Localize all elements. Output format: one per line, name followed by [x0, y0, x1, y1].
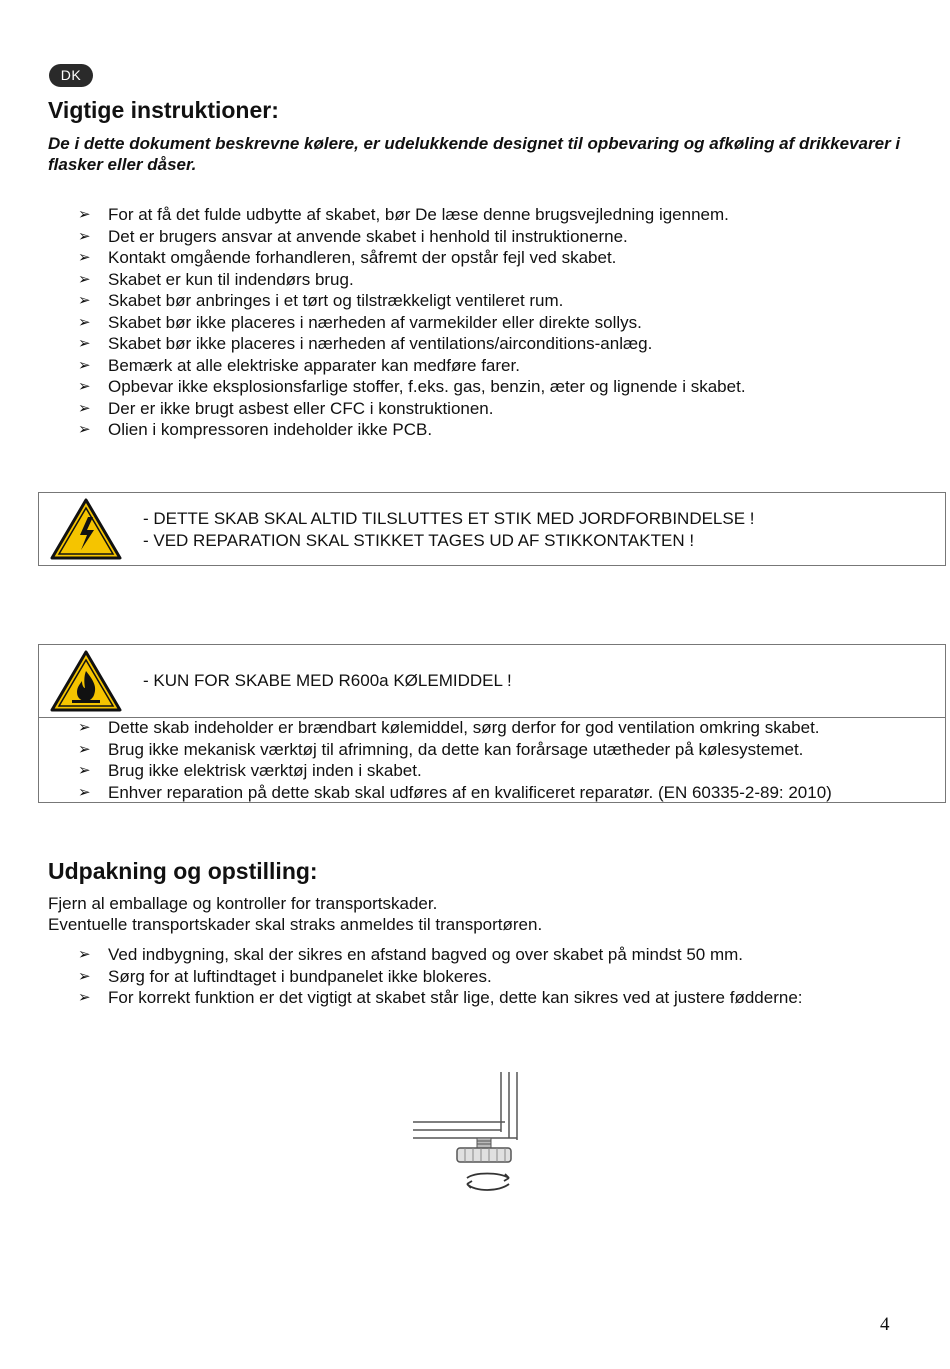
- instructions-list: [78, 204, 746, 441]
- list-item: ➢ Enhver reparation på dette skab skal udføres af en kvalificeret reparatør. (EN 60335-2-89: 2010): [78, 782, 832, 802]
- arrow-bullet-icon: ➢: [78, 378, 91, 395]
- section-title-instructions: Vigtige instruktioner:: [48, 97, 279, 123]
- arrow-bullet-icon: ➢: [78, 335, 91, 352]
- list-item: ➢ Skabet er kun til indendørs brug.: [78, 269, 354, 289]
- arrow-bullet-icon: ➢: [78, 206, 91, 223]
- arrow-bullet-icon: ➢: [78, 762, 91, 779]
- page-number: 4: [880, 1314, 890, 1335]
- arrow-bullet-icon: ➢: [78, 719, 91, 736]
- flammable-warning-list: [78, 717, 832, 803]
- arrow-bullet-icon: ➢: [78, 227, 91, 245]
- unpacking-list: [78, 944, 803, 1009]
- arrow-bullet-icon: ➢: [78, 399, 91, 417]
- list-item: ➢ For korrekt funktion er det vigtigt at skabet står lige, dette kan sikres ved at justere fødderne:: [78, 988, 803, 1007]
- list-item: ➢ Sørg for at luftindtaget i bundpanelet ikke blokeres.: [78, 966, 492, 986]
- list-item: ➢ Der er ikke brugt asbest eller CFC i konstruktionen.: [78, 398, 494, 418]
- list-item: ➢ Kontakt omgående forhandleren, såfremt der opstår fejl ved skabet.: [78, 248, 617, 267]
- flammable-warning-row: [39, 645, 945, 717]
- arrow-bullet-icon: ➢: [78, 967, 91, 985]
- flammable-warning-heading: - KUN FOR SKABE MED R600a KØLEMIDDEL !: [143, 671, 512, 690]
- arrow-bullet-icon: ➢: [78, 989, 91, 1006]
- unpacking-line-1: Fjern al emballage og kontroller for transportskader.: [48, 894, 438, 913]
- arrow-bullet-icon: ➢: [78, 740, 91, 758]
- list-item: ➢ Ved indbygning, skal der sikres en afstand bagved og over skabet på mindst 50 mm.: [78, 945, 744, 964]
- adjustable-foot-illustration: [405, 1070, 535, 1210]
- list-item: ➢ Bemærk at alle elektriske apparater kan medføre farer.: [78, 355, 520, 375]
- language-badge: DK: [49, 64, 93, 87]
- list-item: ➢ Det er brugers ansvar at anvende skabet i henhold til instruktionerne.: [78, 226, 628, 246]
- list-item: ➢ Brug ikke elektrisk værktøj inden i skabet.: [78, 761, 422, 780]
- list-item: ➢ Skabet bør ikke placeres i nærheden af ventilations/airconditions-anlæg.: [78, 334, 653, 353]
- electric-warning-row: [39, 493, 945, 565]
- intro-text: De i dette dokument beskrevne kølere, er udelukkende designet til opbevaring og afkøling af drikkevarer i flasker eller dåser.: [48, 134, 901, 174]
- electric-hazard-icon: [50, 497, 122, 566]
- electric-warning-box: [38, 492, 946, 566]
- arrow-bullet-icon: ➢: [78, 783, 91, 801]
- list-item: ➢ Skabet bør ikke placeres i nærheden af varmekilder eller direkte sollys.: [78, 312, 642, 332]
- arrow-bullet-icon: ➢: [78, 313, 91, 331]
- arrow-bullet-icon: ➢: [78, 356, 91, 374]
- electric-warning-line-1: - DETTE SKAB SKAL ALTID TILSLUTTES ET STIK MED JORDFORBINDELSE !: [143, 509, 755, 528]
- section-title-unpacking: Udpakning og opstilling:: [48, 858, 318, 884]
- arrow-bullet-icon: ➢: [78, 249, 91, 266]
- list-item: ➢ Brug ikke mekanisk værktøj til afrimning, da dette kan forårsage utætheder på kølesystemet.: [78, 739, 804, 759]
- electric-warning-line-2: - VED REPARATION SKAL STIKKET TAGES UD AF STIKKONTAKTEN !: [143, 531, 695, 550]
- unpacking-line-2: Eventuelle transportskader skal straks anmeldes til transportøren.: [48, 915, 543, 934]
- list-item: ➢ Skabet bør anbringes i et tørt og tilstrækkeligt ventileret rum.: [78, 291, 564, 310]
- list-item: ➢ For at få det fulde udbytte af skabet, bør De læse denne brugsvejledning igennem.: [78, 205, 729, 224]
- flammable-hazard-icon: [50, 649, 122, 718]
- arrow-bullet-icon: ➢: [78, 421, 91, 438]
- arrow-bullet-icon: ➢: [78, 292, 91, 309]
- arrow-bullet-icon: ➢: [78, 946, 91, 963]
- list-item: ➢ Olien i kompressoren indeholder ikke PCB.: [78, 420, 433, 439]
- arrow-bullet-icon: ➢: [78, 270, 91, 288]
- list-item: ➢ Dette skab indeholder er brændbart kølemiddel, sørg derfor for god ventilation omkring skabet.: [78, 718, 820, 737]
- list-item: ➢ Opbevar ikke eksplosionsfarlige stoffer, f.eks. gas, benzin, æter og lignende i skabet.: [78, 377, 746, 396]
